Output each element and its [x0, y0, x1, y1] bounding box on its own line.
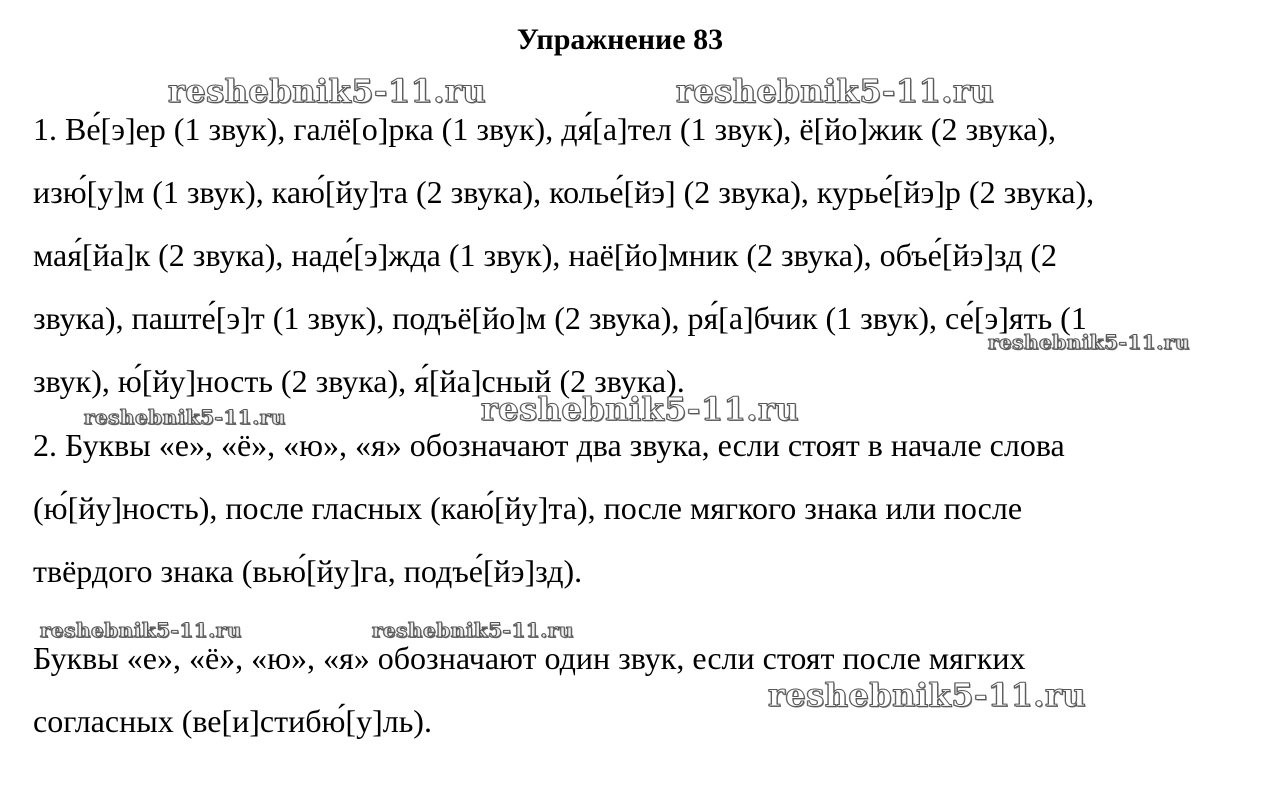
watermark: reshebnik5-11.ru — [40, 618, 242, 642]
text-line: (ю́[йу]ность), после гласных (каю́[йу]та), после мягкого знака или после — [33, 490, 1023, 526]
watermark: reshebnik5-11.ru — [768, 676, 1087, 714]
text-line: 1. Ве́[э]ер (1 звук), галё[о]рка (1 звук), дя́[а]тел (1 звук), ё[йо]жик (2 звука), — [33, 111, 1057, 147]
text-line: 2. Буквы «е», «ё», «ю», «я» обозначают два звука, если стоят в начале слова — [33, 427, 1065, 463]
text-line: Буквы «е», «ё», «ю», «я» обозначают один звук, если стоят после мягких — [33, 640, 1026, 676]
watermark: reshebnik5-11.ru — [481, 390, 800, 428]
page-title: Упражнение 83 — [516, 23, 724, 56]
text-line: изю́[у]м (1 звук), каю́[йу]та (2 звука), колье́[йэ] (2 звука), курье́[йэ]р (2 звука), — [33, 174, 1095, 210]
paragraph-1 — [33, 98, 1258, 413]
text-line: мая́[йа]к (2 звука), наде́[э]жда (1 звук), наё[йо]мник (2 звука), объе́[йэ]зд (2 — [33, 237, 1057, 273]
watermark: reshebnik5-11.ru — [676, 72, 995, 110]
watermark: reshebnik5-11.ru — [168, 72, 487, 110]
text-line: звук), ю́[йу]ность (2 звука), я́[йа]сный (2 звука). — [33, 363, 685, 399]
watermark: reshebnik5-11.ru — [372, 618, 574, 642]
paragraph-2 — [33, 414, 1258, 603]
text-line: звука), паште́[э]т (1 звук), подъё[йо]м (2 звука), ря́[а]бчик (1 звук), се́[э]ять (1 — [33, 300, 1087, 336]
paragraph-3 — [33, 627, 1258, 753]
text-line: твёрдого знака (вью́[йу]га, подъе́[йэ]зд). — [33, 553, 583, 589]
text-line: согласных (ве[и]стибю́[у]ль). — [33, 703, 432, 739]
watermark: reshebnik5-11.ru — [84, 405, 286, 429]
watermark: reshebnik5-11.ru — [988, 330, 1190, 354]
